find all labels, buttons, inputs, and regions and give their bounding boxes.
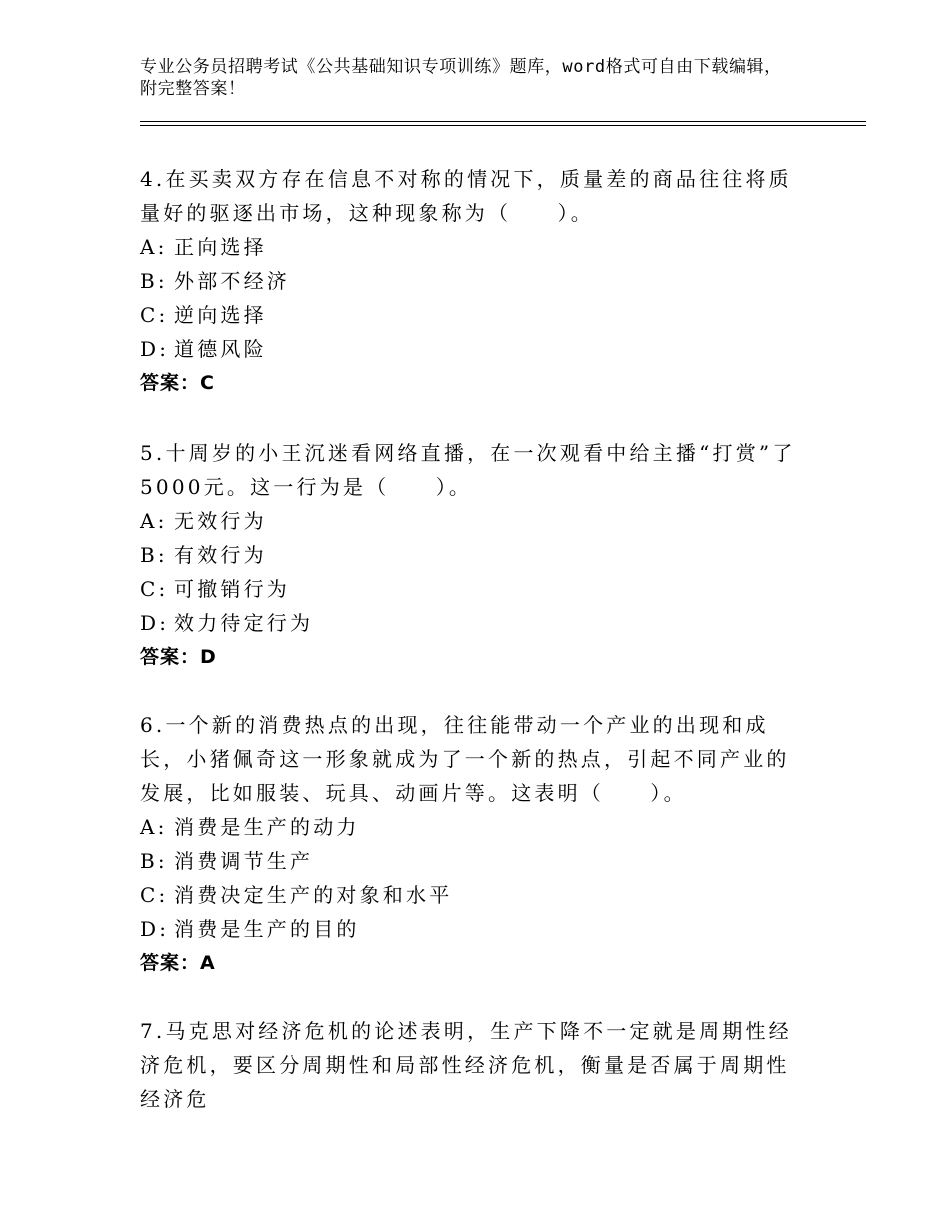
option-text: 消费调节生产 — [174, 849, 314, 873]
option-c — [140, 572, 800, 606]
option-b — [140, 844, 800, 878]
option-d — [140, 332, 800, 366]
option-key: C: — [140, 577, 169, 601]
option-text: 正向选择 — [174, 235, 267, 259]
option-text: 消费是生产的动力 — [174, 815, 360, 839]
question-5 — [140, 436, 800, 674]
option-key: B: — [140, 269, 168, 293]
option-text: 效力待定行为 — [174, 611, 314, 635]
option-d — [140, 912, 800, 946]
option-key: B: — [140, 543, 168, 567]
option-text: 有效行为 — [174, 543, 267, 567]
option-a — [140, 504, 800, 538]
option-a — [140, 230, 800, 264]
header-divider-top — [140, 121, 866, 122]
option-key: B: — [140, 849, 168, 873]
question-stem: 5.十周岁的小王沉迷看网络直播，在一次观看中给主播“打赏”了5000元。这一行为是（ ）。 — [140, 441, 796, 499]
option-key: D: — [140, 611, 170, 635]
answer: 答案：D — [140, 646, 217, 668]
option-key: A: — [140, 509, 168, 533]
option-c — [140, 298, 800, 332]
question-4 — [140, 162, 800, 400]
question-stem: 6.一个新的消费热点的出现，往往能带动一个产业的出现和成长，小猪佩奇这一形象就成为了一个新的热点，引起不同产业的发展，比如服装、玩具、动画片等。这表明（ ）。 — [140, 713, 790, 805]
answer: 答案：A — [140, 952, 216, 974]
option-key: C: — [140, 303, 169, 327]
option-text: 道德风险 — [174, 337, 267, 361]
option-text: 可撤销行为 — [174, 577, 290, 601]
question-7 — [140, 1014, 800, 1116]
option-c — [140, 878, 800, 912]
option-key: D: — [140, 917, 170, 941]
option-key: C: — [140, 883, 169, 907]
option-b — [140, 264, 800, 298]
option-key: A: — [140, 815, 168, 839]
option-key: A: — [140, 235, 168, 259]
answer: 答案：C — [140, 372, 215, 394]
option-d — [140, 606, 800, 640]
option-b — [140, 538, 800, 572]
option-text: 消费决定生产的对象和水平 — [174, 883, 453, 907]
option-a — [140, 810, 800, 844]
option-text: 消费是生产的目的 — [174, 917, 360, 941]
option-text: 无效行为 — [174, 509, 267, 533]
option-key: D: — [140, 337, 170, 361]
question-6 — [140, 708, 800, 980]
option-text: 外部不经济 — [174, 269, 290, 293]
question-stem: 7.马克思对经济危机的论述表明，生产下降不一定就是周期性经济危机，要区分周期性和局部性经济危机，衡量是否属于周期性经济危 — [140, 1019, 792, 1111]
question-stem: 4.在买卖双方存在信息不对称的情况下，质量差的商品往往将质量好的驱逐出市场，这种现象称为（ ）。 — [140, 167, 792, 225]
header-divider-bottom — [140, 125, 866, 126]
document-header: 专业公务员招聘考试《公共基础知识专项训练》题库，word格式可自由下载编辑，附完整答案！ — [140, 57, 782, 99]
option-text: 逆向选择 — [174, 303, 267, 327]
